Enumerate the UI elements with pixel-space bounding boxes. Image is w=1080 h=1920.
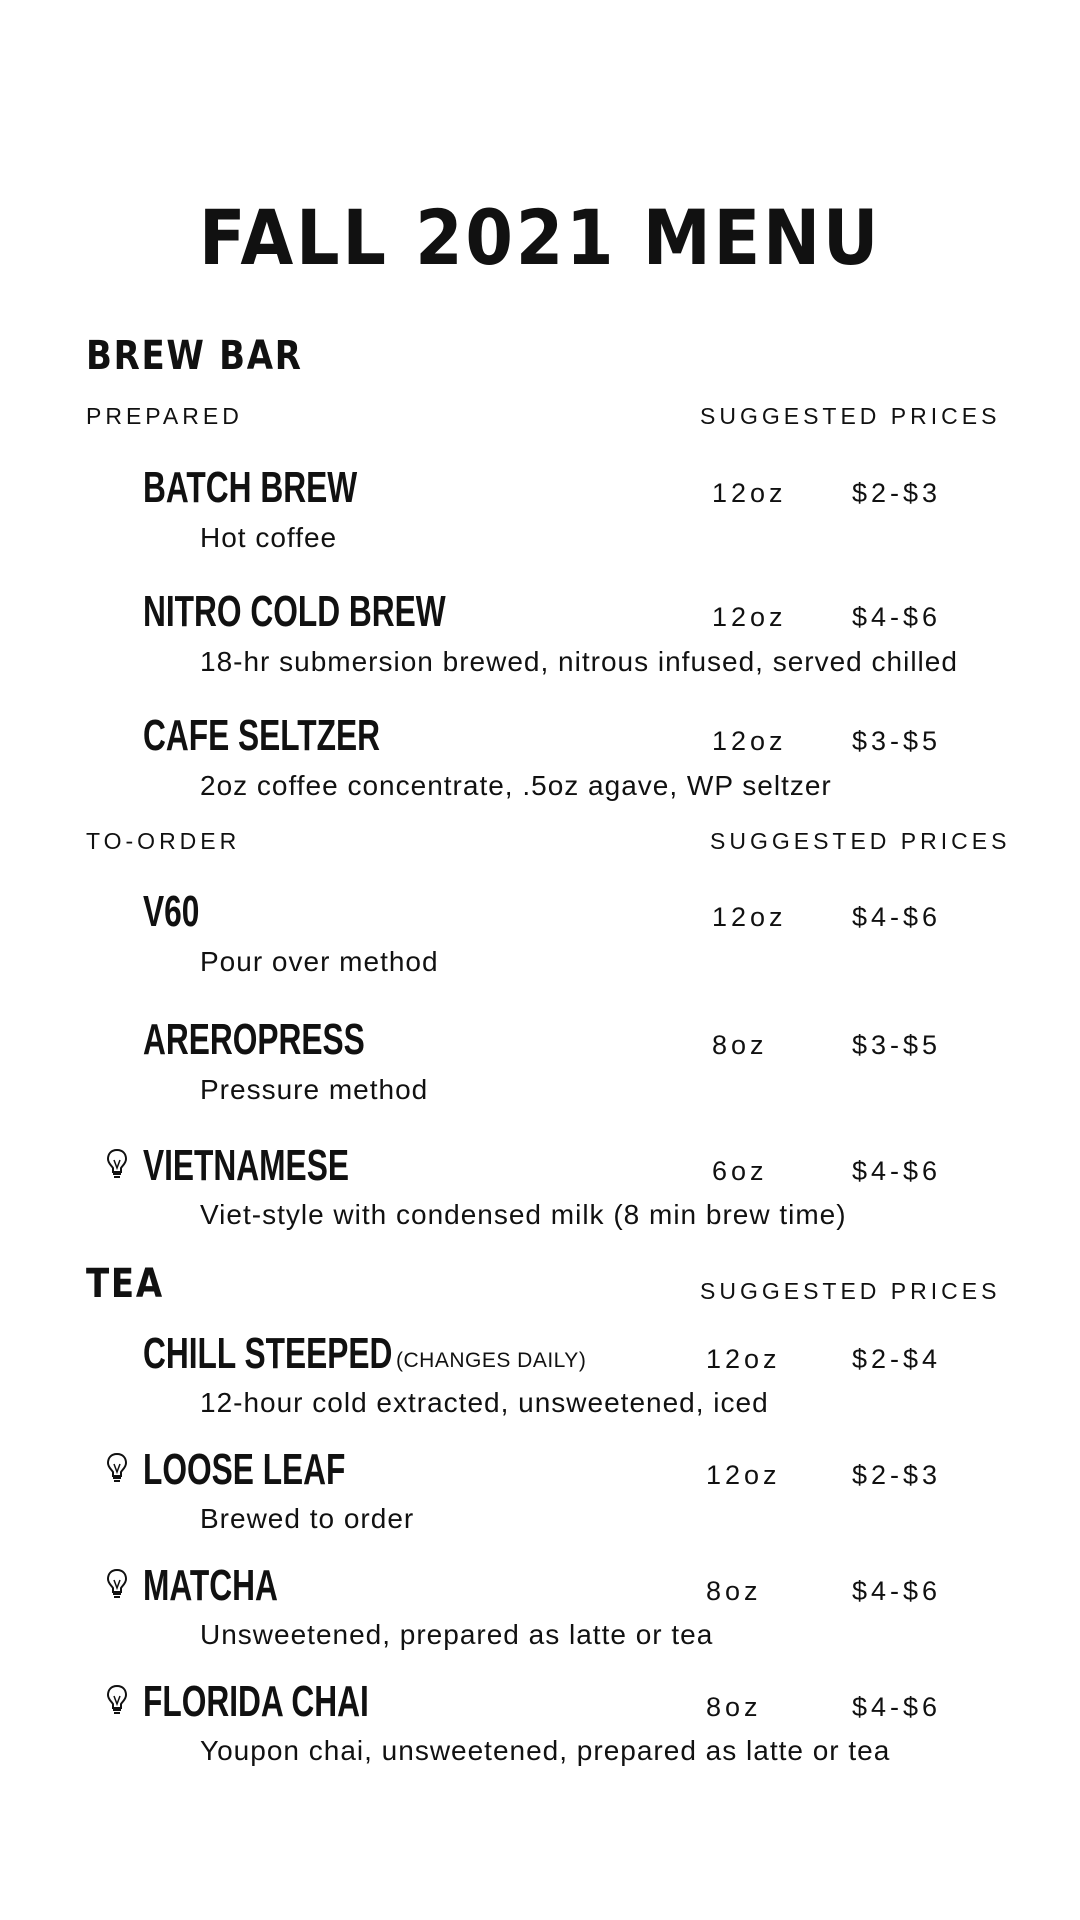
item-desc: 18-hr submersion brewed, nitrous infused, served chilled — [200, 646, 958, 677]
item-desc: Hot coffee — [200, 522, 338, 553]
item-name: AREROPRESS — [143, 1015, 365, 1064]
item-name: FLORIDA CHAI — [143, 1677, 369, 1726]
lightbulb-icon — [106, 1568, 128, 1600]
item-size: 12oz — [712, 902, 787, 932]
lightbulb-icon — [106, 1452, 128, 1484]
item-name: CAFE SELTZER — [143, 711, 381, 760]
item-size: 8oz — [712, 1030, 768, 1060]
suggested-prices-label: SUGGESTED PRICES — [700, 1278, 1001, 1304]
item-name: NITRO COLD BREW — [143, 587, 446, 636]
item-desc: Pressure method — [200, 1074, 429, 1105]
section-tea: TEA — [86, 1261, 164, 1307]
item-size: 12oz — [712, 478, 787, 508]
subsection-prepared: PREPARED — [86, 403, 243, 429]
lightbulb-icon — [106, 1684, 128, 1716]
item-desc: Pour over method — [200, 946, 439, 977]
suggested-prices-label: SUGGESTED PRICES — [700, 403, 1001, 429]
item-desc: 2oz coffee concentrate, .5oz agave, WP seltzer — [200, 770, 832, 801]
item-size: 12oz — [712, 602, 787, 632]
item-price: $2-$3 — [852, 478, 942, 508]
item-price: $3-$5 — [852, 726, 942, 756]
lightbulb-icon — [106, 1148, 128, 1180]
subsection-to-order: TO-ORDER — [86, 828, 241, 854]
item-desc: Brewed to order — [200, 1503, 415, 1534]
item-size: 12oz — [706, 1344, 781, 1374]
item-desc: Viet-style with condensed milk (8 min brew time) — [200, 1199, 847, 1230]
item-price: $2-$4 — [852, 1344, 942, 1374]
item-size: 6oz — [712, 1156, 768, 1186]
item-price: $4-$6 — [852, 902, 942, 932]
item-size: 12oz — [712, 726, 787, 756]
item-name: CHILL STEEPED — [143, 1329, 393, 1378]
item-price: $3-$5 — [852, 1030, 942, 1060]
item-price: $4-$6 — [852, 1576, 942, 1606]
item-size: 8oz — [706, 1692, 762, 1722]
item-price: $4-$6 — [852, 602, 942, 632]
item-name: BATCH BREW — [143, 463, 358, 512]
menu-title: FALL 2021 MENU — [198, 193, 882, 282]
item-name: LOOSE LEAF — [143, 1445, 346, 1494]
item-size: 8oz — [706, 1576, 762, 1606]
section-brew-bar: BREW BAR — [86, 333, 303, 379]
item-desc: 12-hour cold extracted, unsweetened, iced — [200, 1387, 769, 1418]
item-desc: Unsweetened, prepared as latte or tea — [200, 1619, 714, 1650]
item-desc: Youpon chai, unsweetened, prepared as latte or tea — [200, 1735, 891, 1766]
item-price: $2-$3 — [852, 1460, 942, 1490]
item-price: $4-$6 — [852, 1156, 942, 1186]
item-size: 12oz — [706, 1460, 781, 1490]
item-name: MATCHA — [143, 1561, 278, 1610]
item-note: (CHANGES DAILY) — [396, 1349, 587, 1372]
item-price: $4-$6 — [852, 1692, 942, 1722]
item-name: V60 — [143, 887, 200, 936]
item-name: VIETNAMESE — [143, 1141, 349, 1190]
suggested-prices-label: SUGGESTED PRICES — [710, 828, 1011, 854]
